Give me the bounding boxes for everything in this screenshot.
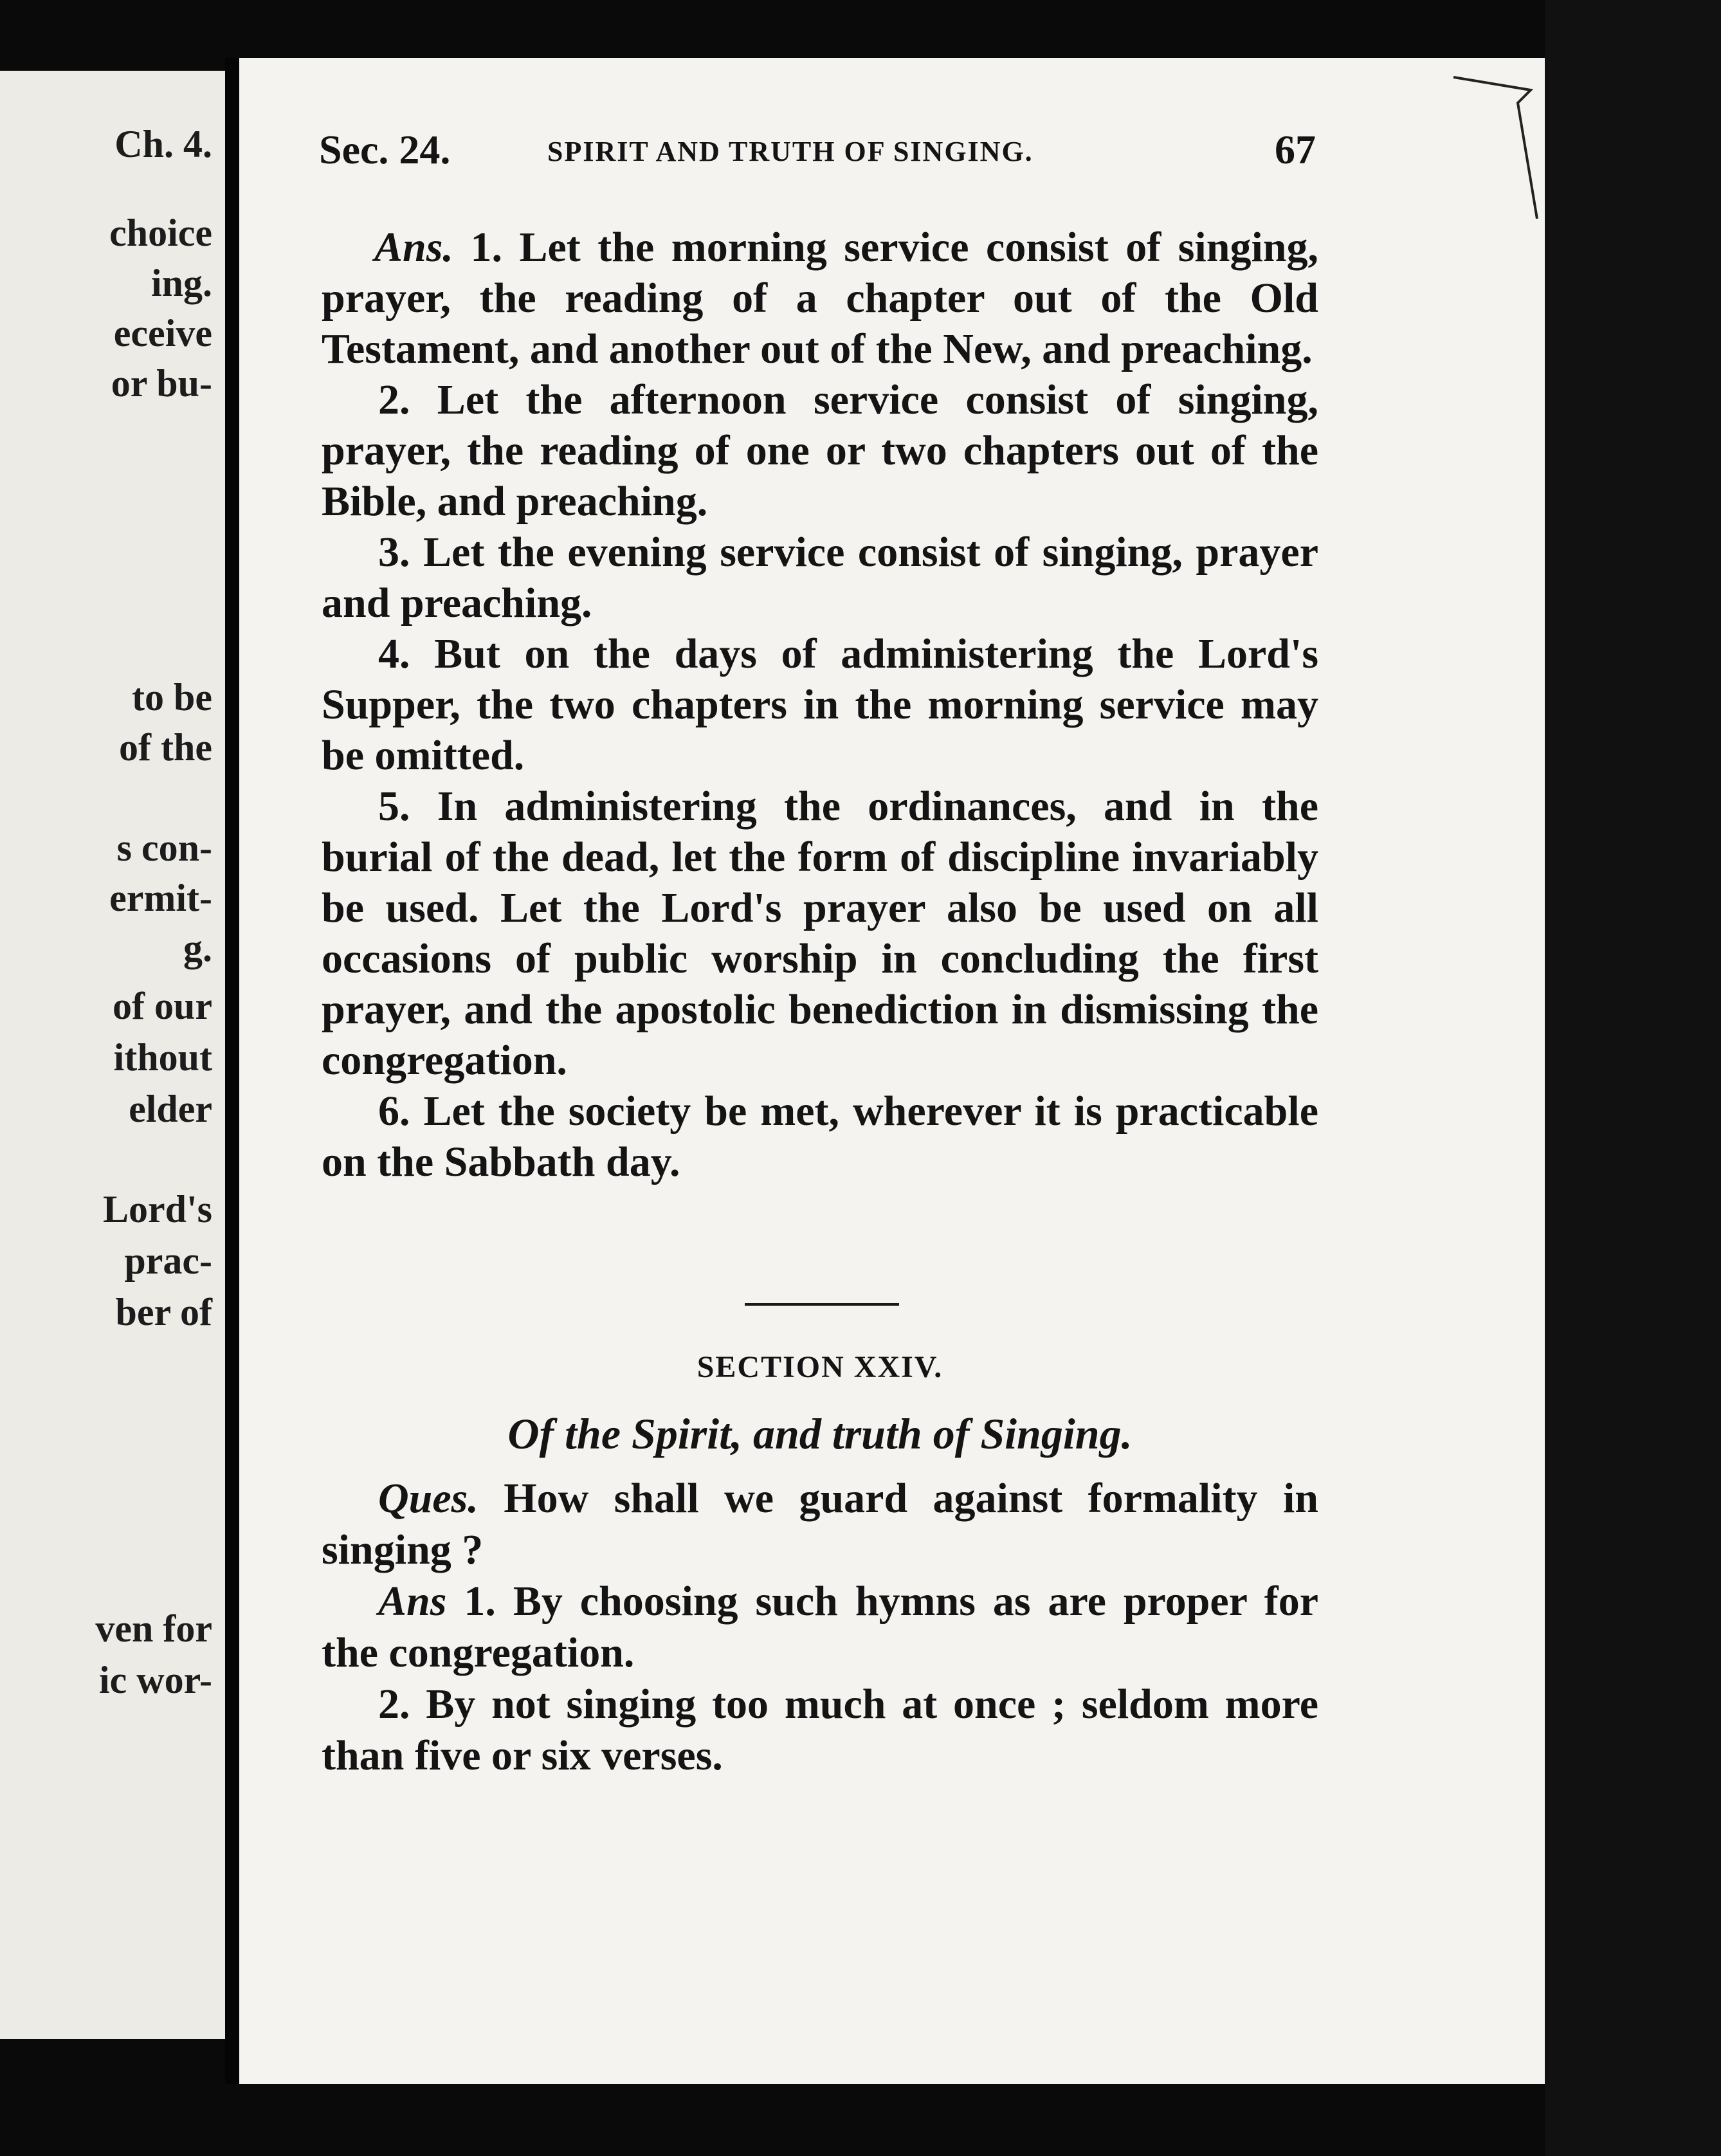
- left-page-fragment: Ch. 4.: [114, 123, 212, 165]
- paragraph: [322, 374, 1318, 527]
- left-page-fragment: of our: [113, 985, 212, 1027]
- left-page-fragment: ber of: [115, 1291, 212, 1333]
- left-page-fragment: of the: [119, 726, 212, 769]
- paragraph-text: 4. But on the days of administering the Lord's Supper, the two chapters in the morning service may be omitted.: [322, 630, 1318, 779]
- paragraph: [322, 222, 1318, 374]
- left-page-fragment: Lord's: [102, 1188, 212, 1230]
- paragraph-text: 6. Let the society be met, wherever it is practicable on the Sabbath day.: [322, 1088, 1318, 1185]
- body-text: [322, 222, 1318, 1187]
- left-page-fragment: g.: [183, 927, 212, 969]
- paragraph-text: 2. By not singing too much at once ; seldom more than five or six verses.: [322, 1681, 1318, 1779]
- paragraph-lead: Ques.: [378, 1475, 478, 1522]
- section-divider-rule: [745, 1303, 899, 1306]
- paragraph: [322, 628, 1318, 781]
- dark-background-edge: [1545, 0, 1721, 2156]
- section-heading: SECTION XXIV.: [697, 1350, 943, 1384]
- header-title: SPIRIT AND TRUTH OF SINGING.: [547, 136, 1034, 167]
- paragraph: [322, 781, 1318, 1086]
- paragraph-text: 1. By choosing such hymns as are proper for the congregation.: [322, 1578, 1318, 1676]
- left-page-fragment: ven for: [95, 1607, 212, 1650]
- paragraph-lead: Ans.: [374, 224, 453, 271]
- left-page-fragment: s con-: [116, 827, 212, 869]
- paragraph-text: How shall we guard against formality in singing ?: [322, 1475, 1318, 1573]
- left-page-fragment: ermit-: [109, 877, 212, 919]
- left-page-fragment: to be: [132, 676, 212, 718]
- running-header: [319, 126, 1316, 178]
- header-section-number: Sec. 24.: [319, 127, 451, 172]
- section-subtitle: Of the Spirit, and truth of Singing.: [507, 1409, 1133, 1458]
- paragraph-text: 3. Let the evening service consist of singing, prayer and preaching.: [322, 529, 1318, 626]
- body-text-section-24: [322, 1473, 1318, 1782]
- left-page-fragment: ic wor-: [98, 1659, 212, 1701]
- paragraph: [322, 1576, 1318, 1679]
- left-page-fragment: eceive: [113, 312, 212, 354]
- paragraph: [322, 1086, 1318, 1187]
- page-number: 67: [1275, 127, 1316, 172]
- paragraph: [322, 1473, 1318, 1576]
- paragraph-text: 1. Let the morning service consist of singing, prayer, the reading of a chapter out of the Old Testament, and another out of the New, and preaching.: [322, 224, 1318, 372]
- paragraph: [322, 1679, 1318, 1782]
- left-page-fragment: ithout: [113, 1036, 212, 1079]
- left-page-fragment: elder: [129, 1088, 212, 1130]
- book-gutter: [225, 58, 239, 2084]
- left-page-fragment: ing.: [150, 262, 212, 304]
- page-corner-curl: [1447, 64, 1543, 225]
- left-page-fragment: or bu-: [111, 362, 212, 405]
- left-page-fragment: choice: [109, 212, 212, 254]
- paragraph-text: 2. Let the afternoon service consist of singing, prayer, the reading of one or two chapters out of the Bible, and preaching.: [322, 376, 1318, 525]
- left-page-fragment: prac-: [124, 1239, 212, 1282]
- facing-page-left: [0, 71, 225, 2039]
- paragraph-lead: Ans: [378, 1578, 447, 1625]
- paragraph-text: 5. In administering the ordinances, and in the burial of the dead, let the form of discipline invariably be used. Let the Lord's prayer also be used on all occasions of public worship in concluding the first prayer, and the apostolic benediction in dismissing the congregation.: [322, 783, 1318, 1084]
- paragraph: [322, 527, 1318, 628]
